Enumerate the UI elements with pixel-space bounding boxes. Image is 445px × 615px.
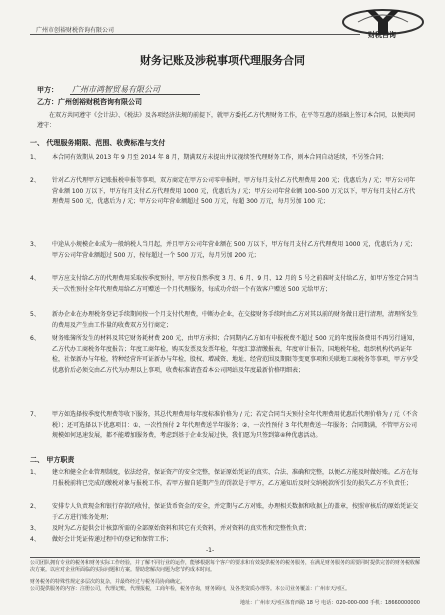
intro-paragraph: 在双方共同遵守《会计法》、《税法》及各项经济法规的前提下，就甲方委托乙方代理财务工作，在平等互惠的基础上签订本合同，以便共同遵守：: [37, 112, 416, 129]
document-title: 财务记账及涉税事项代理服务合同: [140, 54, 305, 67]
list-item: 3、 及时为乙方提供会计核算所需的全部原始资料和其它有关资料，并对资料的真实性和完整性负责；: [30, 525, 311, 532]
list-item: 5、 新办企业在办理税务登记手续期间按一个月支付代理费，中断办企业，在交接财务手续时由乙方对其以前的财务做日进行清理，清理所发生的费用及产生由工作量的收费双方另行商定；: [30, 311, 419, 329]
list-item: 2、 针对乙方代理甲方记账报税申报等事项，双方商定在甲方公司零申报时，甲方每月支付乙方代理费用 200 元；优惠后为 / 元；甲方公司年营业额 100 万以下，甲方每月支付乙方代理费用 1000 元，优惠后为 / 元；甲方公司年营业额 100-500 万元以下，甲方每月支付乙方代理费用 500 元，优惠后为 / 元；甲方公司年营业额超过 500 万元，每超 300 万元，每月另加 100 元；: [30, 177, 416, 206]
list-item: 1、 本合同有效期从 2013 年 9 月至 2014 年 8 月，期满双方未提出并议视续签代理财务工作，则本合同自动延续，不另签合同；: [30, 154, 388, 161]
party-b-line: [37, 97, 142, 107]
header-company-name: 广州市创裕财税咨询有限公司: [36, 27, 115, 34]
list-item: 7、 甲方如选择按季度代理费等收下服务，其总代理费用每年度标准价格为 / 元；若定合同当天预付全年代理费用优惠后代理价格为 / 元（不含税）；还可选择以下优惠项目：①、一次性预付 2 年代理费送半年服务；②、一次性预付 3 年代理费送一年服务；合同期满，不管甲方公司规模如何迅速发展，都不能增加服务费，考虑到基于企业发展过快，我们愿为只签到第④种优惠活动。: [30, 411, 418, 440]
list-item: 2、 安排专人负责现金和银行存款的收付，保证货币资金的安全，并定期与乙方对账，办理相关数据和收据上的盖章，按照审核后的原始凭证交于乙方进行账务处理；: [30, 503, 419, 521]
list-item: 1、 建立和健全企业管理制度，依法经营，保证资产的安全完整，保证原始凭证的真实、合法、准确和完整，以便乙方能及时做好账。乙方在每月报税前将已完成的缴税对象与报税工作，若甲方擅自延期产生的罚款是于甲方，乙方通知后及时交纳税款所引发的损失乙方不负责任；: [30, 469, 419, 487]
section-2-heading: 二、 甲方职责: [30, 456, 75, 464]
page-number: -1-: [206, 547, 215, 554]
party-b-label: 乙方：: [37, 98, 58, 106]
footer-services: 财务税务的特殊性规定多层次的复杂，并最终经过与税务局协商确定。: [30, 579, 186, 585]
list-item: 4、 做好会计凭证传递过程中的登记和保管工作；: [30, 536, 173, 543]
section-1-heading: 一、 代理服务期限、范围、收费标准与支付: [30, 139, 166, 147]
list-item: 3、 中途从小规模企业成为一般纳税人当月起，并且甲方公司年营业额在 500 万以下，甲方每月支付乙方代理费用 1000 元，优惠后为 / 元；甲方公司年营业额超过 500 万，按每超过一个 500 万元，每月另加 200 元；: [30, 241, 417, 259]
footer-notice: 公司团队拥有专业的税务和财务实际工作经验，并了解不同行业的运作，能够根据每个客户的要求和有效提供税务的税务服务，在满足财务服务的需要同时提供完善的财务税收解决方案。以应对企业所面临的实际问题和方案。帮助您解决问题为您节约成本时间。: [30, 560, 421, 573]
footer-divider: [30, 557, 420, 558]
party-a-value: 广州市鸿智贸易有限公司: [70, 85, 200, 95]
list-item: 6、 财务账簿所发生的材料及其它财务耗材费 200 元，由甲方承担；合同期内乙方如有申报税费不超过 500 元的年度报备费用不再另行通知，乙方代办工商税务年度报告；年度工商年检，购买发票及发票年检，年度汇算清缴报表，年度审计报告，国地税年检，组织机构代码证年检，社保新办与年检，特种经营许可证新办与年检，股权、增减资、地址、经营范围及期限等变更事项和关联地工商税务等事项，甲方享受优惠价后必须交由乙方代为办理以上事项，收费标准请查看本公司网站及年度最新价格明细表；: [30, 335, 419, 374]
footer-address: 地址：广州市天河区体育西路 18 号 电话：020-000-000 手机：18660000000: [240, 600, 420, 606]
footer-info: 公司提供服务的内容：注册公司，代理记账，代理报税，工商年检，税务咨询，财务顾问，及各类资质办理等。本公司业务覆盖：广州市天河区。: [30, 586, 351, 592]
party-a-line: [37, 84, 200, 95]
logo-text: 财税咨询: [368, 31, 396, 39]
header-divider: [30, 34, 360, 35]
party-a-label: 甲方：: [37, 86, 58, 94]
party-b-value: 广州创裕财税咨询有限公司: [58, 98, 142, 106]
list-item: 4、 甲方应支付给乙方的代理费用采取按季度预付，甲方按自然季度 3 月、6 月、9 月、12 月的 5 号之前准时支付给乙方，如甲方签定合同当天一次性预付全年代理费用给乙方可赠送一个月代理服务，每成功介绍一个有效客户赠送 500 元给甲方；: [30, 275, 419, 293]
